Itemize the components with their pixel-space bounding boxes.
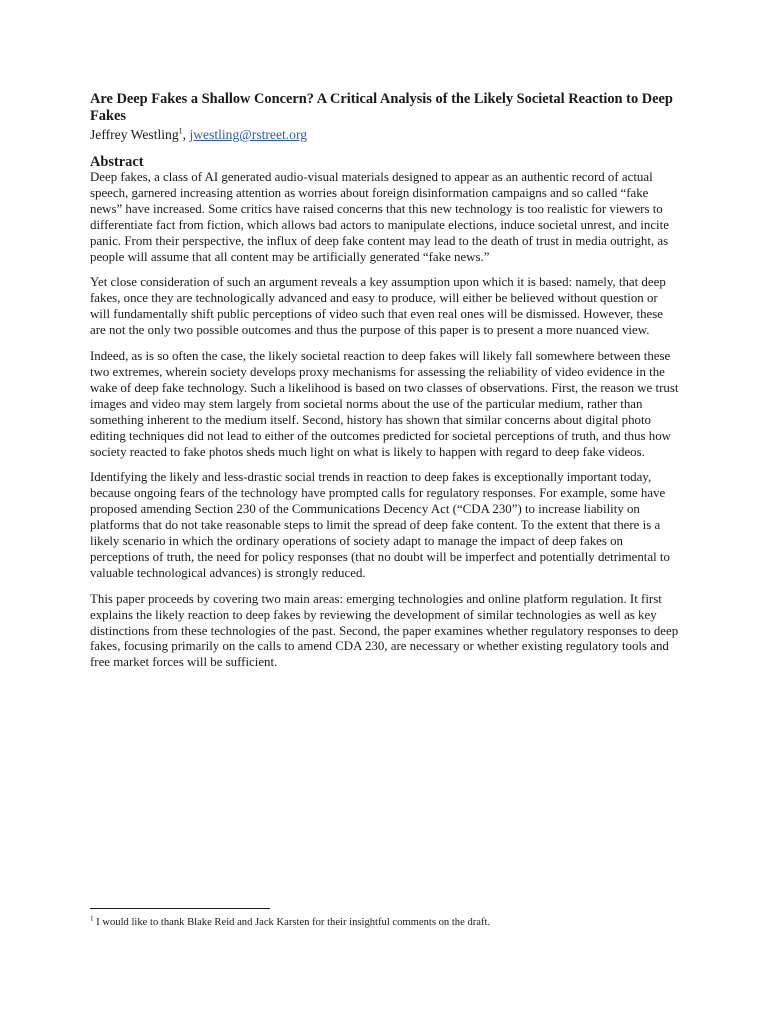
- footnote-mark: 1: [90, 914, 94, 923]
- footnote-divider: [90, 908, 270, 909]
- footnote-text: I would like to thank Blake Reid and Jack Karsten for their insightful comments on the draft.: [96, 917, 491, 928]
- author-line: Jeffrey Westling$^1$, jwestling@rstreet.org: [90, 126, 308, 142]
- abstract-paragraph: Identifying the likely and less-drastic social trends in reaction to deep fakes is exceptionally important today, because ongoing fears of the technology have prompted calls for regulatory responses. For example, some have proposed amending Section 230 of the Communications Decency Act (“CDA 230”) to increase liability on platforms that do not take reasonable steps to limit the spread of deep fake content. To the extent that there is a likely scenario in which the ordinary operations of society adapt to manage the impact of deep fakes on perceptions of truth, the need for policy responses (that no doubt will be imperfect and potentially detrimental to valuable technological advances) is strongly reduced.: [90, 470, 670, 580]
- author-email-link[interactable]: jwestling@rstreet.org: [189, 127, 308, 142]
- abstract-heading: Abstract: [90, 154, 144, 170]
- author-name: Jeffrey Westling: [90, 127, 179, 142]
- paper-page: [90, 0, 680, 1024]
- abstract-paragraph: Yet close consideration of such an argument reveals a key assumption upon which it is based: namely, that deep fakes, once they are technologically advanced and easy to produce, will either be believed without question or will fundamentally shift public perceptions of video such that even real ones will be dismissed. However, these are not the only two possible outcomes and thus the purpose of this paper is to present a more nuanced view.: [90, 275, 666, 338]
- abstract-paragraph: This paper proceeds by covering two main areas: emerging technologies and online platform regulation. It first explains the likely reaction to deep fakes by reviewing the development of similar technologies as well as key distinctions from these technologies of the past. Second, the paper examines whether regulatory responses to deep fakes, focusing primarily on the calls to amend CDA 230, are necessary or whether existing regulatory tools and free market forces will be sufficient.: [90, 591, 679, 670]
- abstract-body: [90, 170, 680, 681]
- abstract-paragraph: Indeed, as is so often the case, the likely societal reaction to deep fakes will likely fall somewhere between these two extremes, wherein society develops proxy mechanisms for assessing the reliability of video evidence in the wake of deep fake technology. Such a likelihood is based on two classes of observations. First, the reason we trust images and video may stem largely from societal norms about the use of the particular medium, rather than something inherent to the medium itself. Second, history has shown that similar concerns about digital photo editing techniques did not lead to either of the outcomes predicted for societal perceptions of truth, and thus how society reacted to fake photos sheds much light on what is likely to happen with regard to deep fake videos.: [90, 349, 679, 459]
- footnote: [90, 916, 680, 929]
- paper-title: Are Deep Fakes a Shallow Concern? A Critical Analysis of the Likely Societal Reaction to Deep Fakes: [90, 91, 673, 124]
- author-footnote-mark: 1: [178, 126, 183, 136]
- abstract-paragraph: Deep fakes, a class of AI generated audio-visual materials designed to appear as an authentic record of actual speech, garnered increasing attention as worries about foreign disinformation campaigns and so called “fake news” have increased. Some critics have raised concerns that this new technology is too realistic for viewers to differentiate fact from fiction, which allows bad actors to manipulate elections, induce societal unrest, and incite panic. From their perspective, the influx of deep fake content may lead to the death of trust in media outright, as people will assume that all content may be artificially generated “fake news.”: [90, 170, 669, 264]
